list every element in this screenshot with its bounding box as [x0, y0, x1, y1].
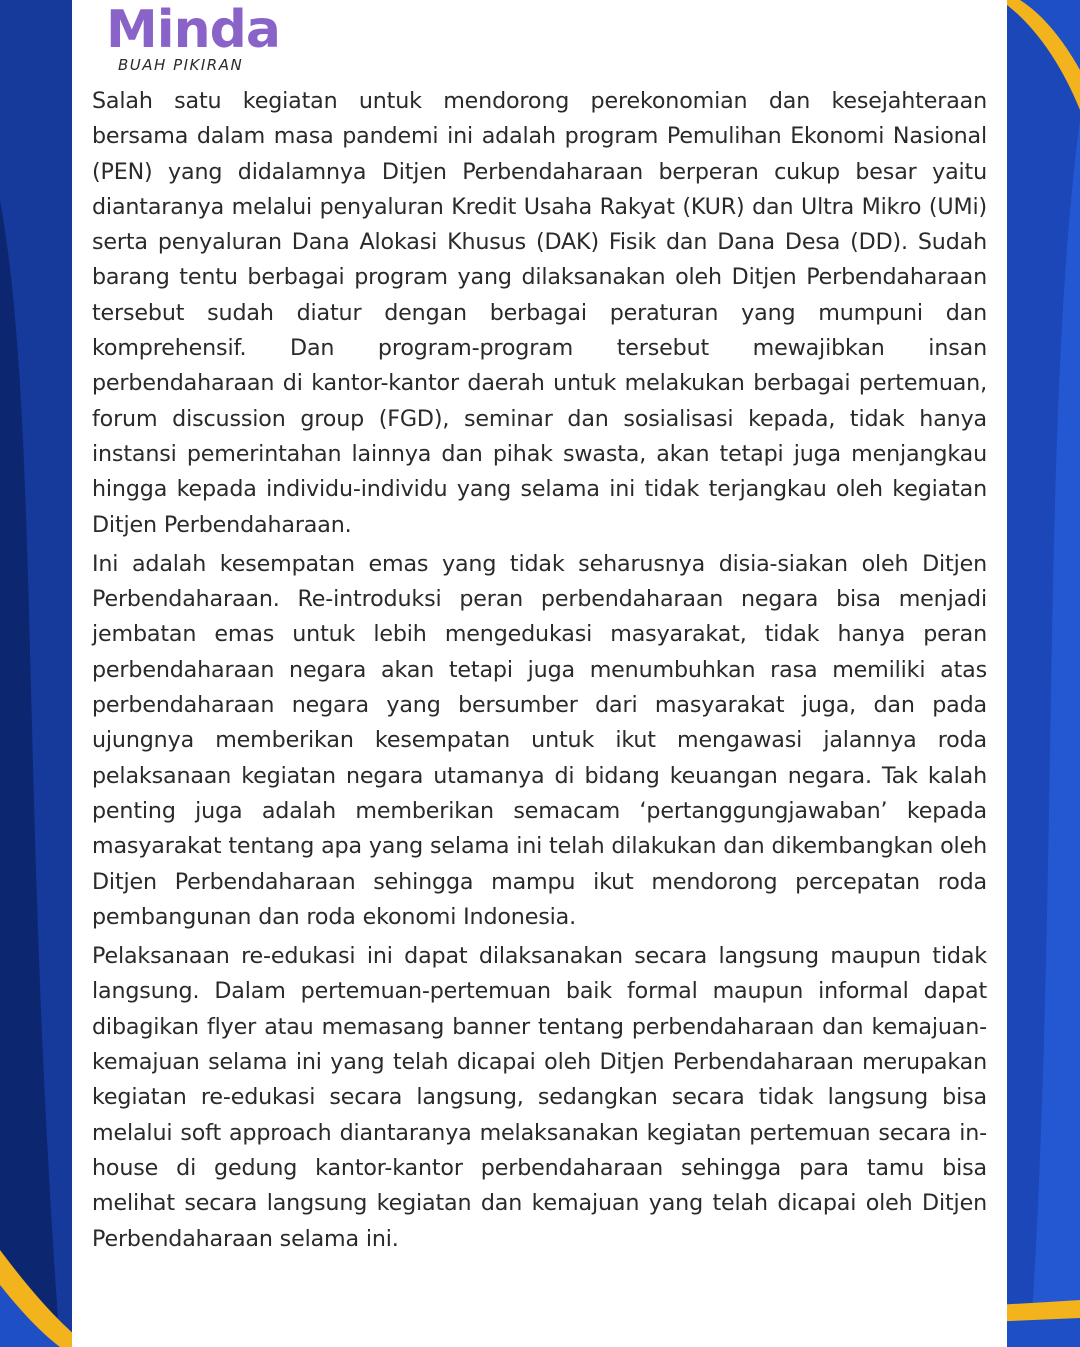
brand-header	[106, 0, 280, 74]
paragraph-2: Ini adalah kesempatan emas yang tidak seharusnya disia-siakan oleh Ditjen Perbendaharaan. Re-introduksi peran perbendaharaan negara bisa menjadi jembatan emas untuk lebih mengedukasi masyarakat, tidak hanya peran perbendaharaan negara akan tetapi juga menumbuhkan rasa memiliki atas perbendaharaan negara yang bersumber dari masyarakat juga, dan pada ujungnya memberikan kesempatan untuk ikut mengawasi jalannya roda pelaksanaan kegiatan negara utamanya di bidang keuangan negara. Tak kalah penting juga adalah memberikan semacam ‘pertanggungjawaban’ kepada masyarakat tentang apa yang selama ini telah dilakukan dan dikembangkan oleh Ditjen Perbendaharaan sehingga mampu ikut mendorong percepatan roda pembangunan dan roda ekonomi Indonesia.	[92, 550, 987, 930]
brand-logo-text: Minda	[106, 0, 280, 60]
paragraph-1: Salah satu kegiatan untuk mendorong perekonomian dan kesejahteraan bersama dalam masa pandemi ini adalah program Pemulihan Ekonomi Nasional (PEN) yang didalamnya Ditjen Perbendaharaan berperan cukup besar yaitu diantaranya melalui penyaluran Kredit Usaha Rakyat (KUR) dan Ultra Mikro (UMi) serta penyaluran Dana Alokasi Khusus (DAK) Fisik dan Dana Desa (DD). Sudah barang tentu berbagai program yang dilaksanakan oleh Ditjen Perbendaharaan tersebut sudah diatur dengan berbagai peraturan yang mumpuni dan komprehensif. Dan program-program tersebut mewajibkan insan perbendaharaan di kantor-kantor daerah untuk melakukan berbagai pertemuan, forum discussion group (FGD), seminar dan sosialisasi kepada, tidak hanya instansi pemerintahan lainnya dan pihak swasta, akan tetapi juga menjangkau hingga kepada individu-individu yang selama ini tidak terjangkau oleh kegiatan Ditjen Perbendaharaan.	[92, 88, 987, 538]
article-body	[92, 84, 987, 1263]
paragraph-3: Pelaksanaan re-edukasi ini dapat dilaksanakan secara langsung maupun tidak langsung. Dalam pertemuan-pertemuan baik formal maupun informal dapat dibagikan flyer atau memasang banner tentang perbendaharaan dan kemajuan-kemajuan selama ini yang telah dicapai oleh Ditjen Perbendaharaan merupakan kegiatan re-edukasi secara langsung, sedangkan secara tidak langsung bisa melalui soft approach diantaranya melaksanakan kegiatan pertemuan secara in-house di gedung kantor-kantor perbendaharaan sehingga para tamu bisa melihat secara langsung kegiatan dan kemajuan yang telah dicapai oleh Ditjen Perbendaharaan selama ini.	[92, 943, 987, 1252]
brand-tagline: BUAH PIKIRAN	[118, 56, 244, 74]
